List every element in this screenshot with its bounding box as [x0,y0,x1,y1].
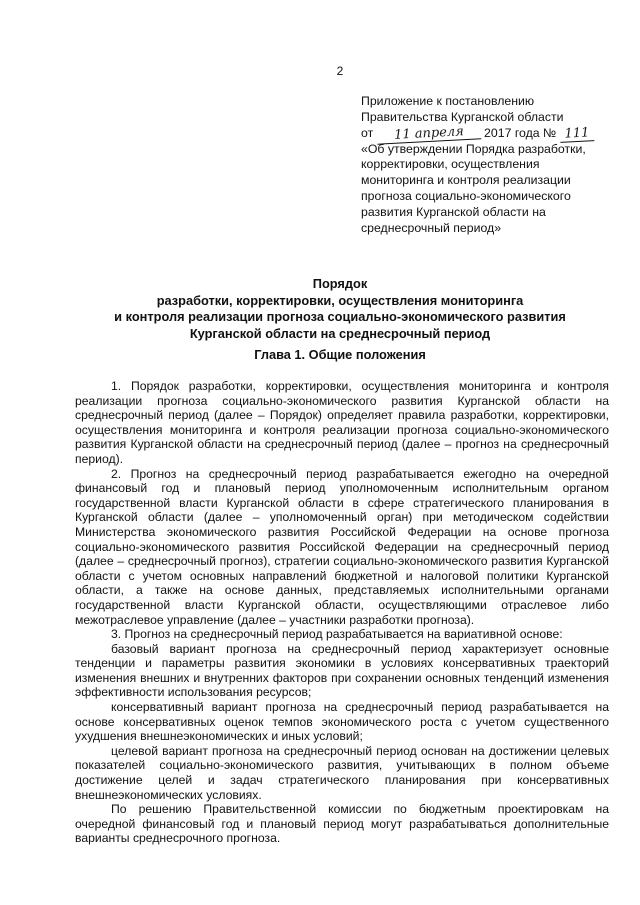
title-line: и контроля реализации прогноза социально-экономического развития [114,309,566,324]
chapter-heading: Глава 1. Общие положения [254,347,426,362]
paragraph: базовый вариант прогноза на среднесрочный период характеризует основные тенденции и параметры развития экономики в условиях консервативных траекторий изменения внешних и внутренних факторов при сохранении основных тенденций изменения эффективности использования ресурсов; [75,641,609,700]
handwritten-date: 11 апреля [376,124,481,144]
appendix-line: Правительства Курганской области [361,109,564,124]
appendix-subject-line: развития Курганской области на [361,204,546,219]
page-number: 2 [336,64,344,78]
title-line: разработки, корректировки, осуществления мониторинга [156,292,524,308]
appendix-subject-line: «Об утверждении Порядка разработки, [361,141,586,156]
paragraph: 3. Прогноз на среднесрочный период разрабатывается на вариативной основе: [111,627,563,642]
document-body [75,379,609,846]
appendix-year-text: 2017 года № [484,125,557,140]
paragraph: 2. Прогноз на среднесрочный период разрабатывается ежегодно на очередной финансовый год и плановый период уполномоченным исполнительным органом государственной власти Курганской области в сфере стратегического планирования в Курганской области (далее – уполномоченный орган) при методическом содействии Министерства экономического развития Российской Федерации на основе прогноза социально-экономического развития Российской Федерации на среднесрочный период (далее – среднесрочный прогноз), стратегии социально-экономического развития Курганской области с учетом основных направлений бюджетной и налоговой политики Курганской области, а также на основе данных, представляемых исполнительными органами государственной власти Курганской области, осуществляющими отраслевое либо межотраслевое управление (далее – участники разработки прогноза). [75,466,609,627]
paragraph: консервативный вариант прогноза на среднесрочный период разрабатывается на основе консервативных оценок темпов экономического роста с учетом существенного ухудшения внешнеэкономических и иных условий; [75,700,609,744]
appendix-subject-line: корректировки, осуществления [361,157,540,172]
appendix-line: Приложение к постановлению [361,94,535,108]
appendix-subject-line: среднесрочный период» [361,220,502,235]
paragraph: 1. Порядок разработки, корректировки, осуществления мониторинга и контроля реализации прогноза социально-экономического развития Курганской области на среднесрочный период (далее – Порядок) определяет правила разработки, корректировки, осуществления мониторинга и контроля реализации прогноза социально-экономического развития Курганской области на среднесрочный период (далее – прогноз на среднесрочный период). [75,379,609,466]
appendix-block [361,94,611,236]
appendix-date-line [361,123,611,143]
paragraph: целевой вариант прогноза на среднесрочный период основан на достижении целевых показателей социально-экономического развития, учитывающих в полном объеме достижение целей и задач стратегического планирования при консервативных внешнеэкономических условиях. [75,743,609,802]
appendix-from-label: от [361,125,374,140]
handwritten-number: 111 [559,126,594,143]
appendix-subject-line: прогноза социально-экономического [361,188,571,203]
title-line: Курганской области на среднесрочный период [189,325,491,341]
paragraph: По решению Правительственной комиссии по бюджетным проектировкам на очередной финансовый год и плановый период могут разрабатываться дополнительные варианты среднесрочного прогноза. [75,802,609,846]
appendix-subject-line: мониторинга и контроля реализации [361,173,571,188]
title-line: Порядок [312,276,368,291]
document-title [60,276,620,342]
